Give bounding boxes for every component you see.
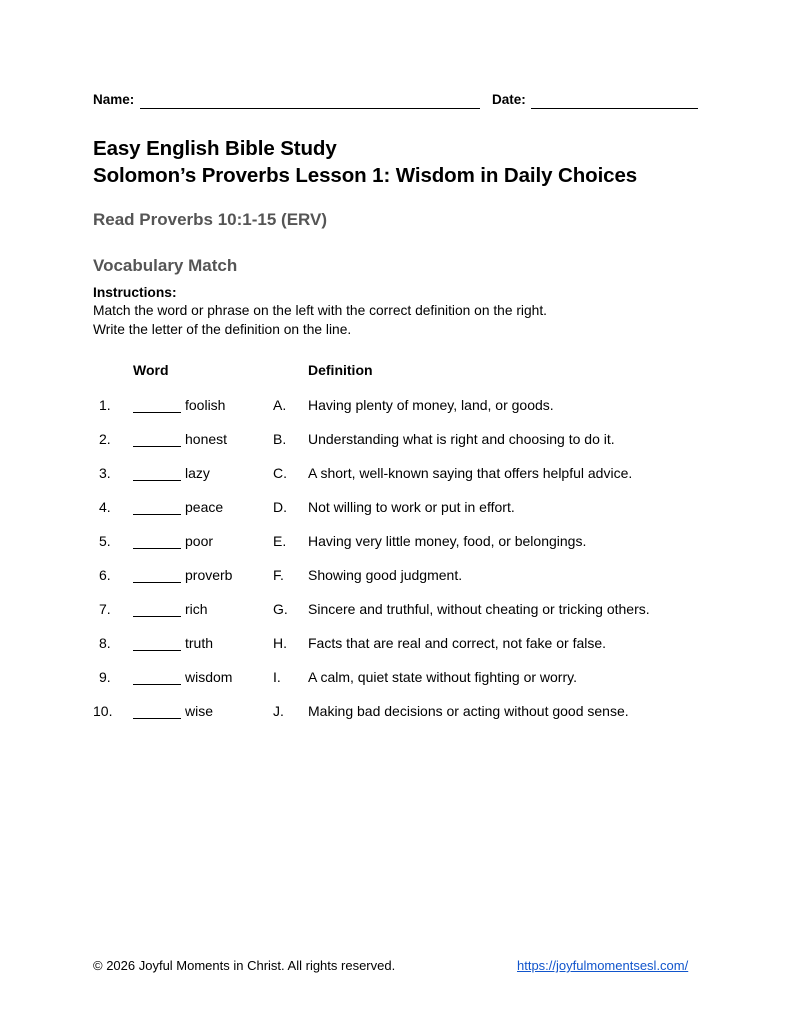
definition-letter: B. xyxy=(273,431,287,447)
instructions-line: Match the word or phrase on the left with the correct definition on the right. xyxy=(93,303,548,318)
lesson-title: Solomon’s Proverbs Lesson 1: Wisdom in Daily Choices xyxy=(93,164,638,187)
table-row xyxy=(0,499,791,521)
vocabulary-word: honest xyxy=(185,431,228,447)
vocabulary-word: foolish xyxy=(185,397,226,413)
reading-heading: Read Proverbs 10:1-15 (ERV) xyxy=(93,210,328,229)
copyright-text: © 2026 Joyful Moments in Christ. All rights reserved. xyxy=(93,958,396,973)
answer-blank-line[interactable] xyxy=(133,480,181,481)
table-row xyxy=(0,465,791,487)
answer-blank-line[interactable] xyxy=(133,650,181,651)
row-number: 9. xyxy=(99,669,111,685)
answer-blank-line[interactable] xyxy=(133,446,181,447)
table-row xyxy=(0,567,791,589)
instructions-heading: Instructions: xyxy=(93,285,177,300)
section-heading: Vocabulary Match xyxy=(93,256,238,275)
name-date-header xyxy=(93,92,699,112)
vocabulary-word: wise xyxy=(185,703,214,719)
row-number: 6. xyxy=(99,567,111,583)
definition-text: Not willing to work or put in effort. xyxy=(308,499,515,515)
table-row xyxy=(0,669,791,691)
definition-text: Sincere and truthful, without cheating or tricking others. xyxy=(308,601,650,617)
vocabulary-word: proverb xyxy=(185,567,233,583)
name-blank-line[interactable] xyxy=(140,108,480,109)
definition-text: Making bad decisions or acting without good sense. xyxy=(308,703,629,719)
vocabulary-word: poor xyxy=(185,533,214,549)
answer-blank-line[interactable] xyxy=(133,718,181,719)
vocabulary-word: lazy xyxy=(185,465,210,481)
row-number: 3. xyxy=(99,465,111,481)
definition-column-header: Definition xyxy=(308,362,373,378)
table-row xyxy=(0,601,791,623)
definition-text: Having plenty of money, land, or goods. xyxy=(308,397,554,413)
vocabulary-word: peace xyxy=(185,499,224,515)
definition-letter: I. xyxy=(273,669,281,685)
answer-blank-line[interactable] xyxy=(133,514,181,515)
vocabulary-word: wisdom xyxy=(185,669,233,685)
answer-blank-line[interactable] xyxy=(133,684,181,685)
table-row xyxy=(0,703,791,725)
definition-letter: C. xyxy=(273,465,287,481)
table-row xyxy=(0,635,791,657)
row-number: 5. xyxy=(99,533,111,549)
row-number: 2. xyxy=(99,431,111,447)
row-number: 1. xyxy=(99,397,111,413)
definition-letter: J. xyxy=(273,703,284,719)
definition-text: Facts that are real and correct, not fake or false. xyxy=(308,635,607,651)
definition-letter: H. xyxy=(273,635,287,651)
definition-text: Having very little money, food, or belongings. xyxy=(308,533,587,549)
date-label: Date: xyxy=(492,92,526,107)
instructions-line: Write the letter of the definition on the line. xyxy=(93,322,352,337)
row-number: 4. xyxy=(99,499,111,515)
row-number: 8. xyxy=(99,635,111,651)
row-number: 10. xyxy=(93,703,113,719)
definition-letter: G. xyxy=(273,601,288,617)
definition-text: Showing good judgment. xyxy=(308,567,463,583)
name-label: Name: xyxy=(93,92,135,107)
definition-letter: D. xyxy=(273,499,287,515)
table-row xyxy=(0,533,791,555)
vocabulary-word: truth xyxy=(185,635,214,651)
website-link[interactable]: https://joyfulmomentsesl.com/ xyxy=(517,958,689,973)
definition-text: A short, well-known saying that offers helpful advice. xyxy=(308,465,633,481)
definition-letter: E. xyxy=(273,533,287,549)
vocabulary-word: rich xyxy=(185,601,208,617)
table-row xyxy=(0,397,791,419)
answer-blank-line[interactable] xyxy=(133,582,181,583)
definition-letter: F. xyxy=(273,567,284,583)
answer-blank-line[interactable] xyxy=(133,616,181,617)
worksheet-title: Easy English Bible Study xyxy=(93,137,337,160)
table-row xyxy=(0,431,791,453)
date-blank-line[interactable] xyxy=(531,108,698,109)
definition-letter: A. xyxy=(273,397,287,413)
row-number: 7. xyxy=(99,601,111,617)
definition-text: Understanding what is right and choosing to do it. xyxy=(308,431,615,447)
definition-text: A calm, quiet state without fighting or worry. xyxy=(308,669,577,685)
answer-blank-line[interactable] xyxy=(133,548,181,549)
word-column-header: Word xyxy=(133,362,169,378)
answer-blank-line[interactable] xyxy=(133,412,181,413)
